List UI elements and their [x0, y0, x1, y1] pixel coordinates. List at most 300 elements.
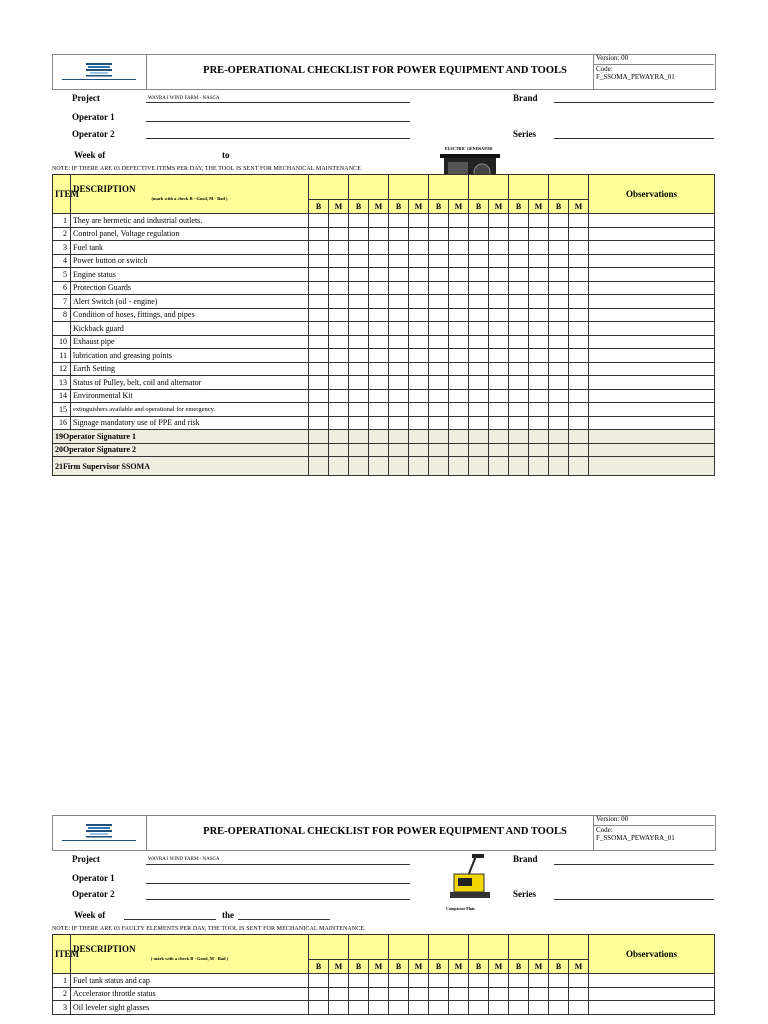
check-cell[interactable]	[309, 974, 329, 988]
check-cell[interactable]	[509, 362, 529, 376]
check-cell[interactable]	[489, 416, 509, 430]
check-cell[interactable]	[449, 322, 469, 336]
check-cell[interactable]	[509, 389, 529, 403]
check-cell[interactable]	[429, 403, 449, 417]
check-cell[interactable]	[449, 335, 469, 349]
check-cell[interactable]	[369, 335, 389, 349]
check-cell[interactable]	[349, 227, 369, 241]
check-cell[interactable]	[449, 214, 469, 228]
check-cell[interactable]	[469, 254, 489, 268]
check-cell[interactable]	[389, 254, 409, 268]
check-cell[interactable]	[329, 281, 349, 295]
check-cell[interactable]	[569, 281, 589, 295]
check-cell[interactable]	[349, 416, 369, 430]
check-cell[interactable]	[309, 281, 329, 295]
doc1-signature-row-2[interactable]	[53, 443, 715, 457]
check-cell[interactable]	[549, 349, 569, 363]
check-cell[interactable]	[509, 227, 529, 241]
check-cell[interactable]	[509, 376, 529, 390]
check-cell[interactable]	[549, 308, 569, 322]
check-cell[interactable]	[369, 974, 389, 988]
check-cell[interactable]	[309, 403, 329, 417]
check-cell[interactable]	[489, 362, 509, 376]
observation-cell[interactable]	[589, 214, 715, 228]
observation-cell[interactable]	[589, 322, 715, 336]
check-cell[interactable]	[469, 416, 489, 430]
check-cell[interactable]	[469, 987, 489, 1001]
check-cell[interactable]	[309, 335, 329, 349]
check-cell[interactable]	[449, 254, 469, 268]
check-cell[interactable]	[529, 403, 549, 417]
check-cell[interactable]	[329, 416, 349, 430]
check-cell[interactable]	[489, 308, 509, 322]
check-cell[interactable]	[389, 241, 409, 255]
check-cell[interactable]	[429, 214, 449, 228]
check-cell[interactable]	[389, 335, 409, 349]
check-cell[interactable]	[509, 241, 529, 255]
check-cell[interactable]	[569, 335, 589, 349]
check-cell[interactable]	[529, 214, 549, 228]
check-cell[interactable]	[569, 349, 589, 363]
check-cell[interactable]	[469, 268, 489, 282]
check-cell[interactable]	[489, 227, 509, 241]
check-cell[interactable]	[449, 974, 469, 988]
check-cell[interactable]	[469, 349, 489, 363]
check-cell[interactable]	[469, 376, 489, 390]
observation-cell[interactable]	[589, 349, 715, 363]
check-cell[interactable]	[329, 335, 349, 349]
check-cell[interactable]	[569, 416, 589, 430]
check-cell[interactable]	[489, 295, 509, 309]
check-cell[interactable]	[469, 241, 489, 255]
check-cell[interactable]	[349, 281, 369, 295]
check-cell[interactable]	[469, 227, 489, 241]
check-cell[interactable]	[329, 241, 349, 255]
check-cell[interactable]	[529, 362, 549, 376]
check-cell[interactable]	[529, 322, 549, 336]
observation-cell[interactable]	[589, 974, 715, 988]
check-cell[interactable]	[509, 416, 529, 430]
check-cell[interactable]	[449, 308, 469, 322]
check-cell[interactable]	[529, 335, 549, 349]
check-cell[interactable]	[429, 335, 449, 349]
check-cell[interactable]	[449, 362, 469, 376]
check-cell[interactable]	[349, 268, 369, 282]
check-cell[interactable]	[389, 362, 409, 376]
observation-cell[interactable]	[589, 403, 715, 417]
check-cell[interactable]	[329, 362, 349, 376]
check-cell[interactable]	[429, 376, 449, 390]
check-cell[interactable]	[529, 416, 549, 430]
check-cell[interactable]	[489, 281, 509, 295]
check-cell[interactable]	[369, 322, 389, 336]
check-cell[interactable]	[429, 1001, 449, 1015]
check-cell[interactable]	[329, 227, 349, 241]
check-cell[interactable]	[309, 349, 329, 363]
check-cell[interactable]	[469, 322, 489, 336]
check-cell[interactable]	[449, 1001, 469, 1015]
check-cell[interactable]	[509, 349, 529, 363]
check-cell[interactable]	[389, 349, 409, 363]
check-cell[interactable]	[549, 335, 569, 349]
check-cell[interactable]	[369, 403, 389, 417]
observation-cell[interactable]	[589, 987, 715, 1001]
check-cell[interactable]	[389, 987, 409, 1001]
doc1-operator2-line[interactable]	[146, 138, 410, 139]
check-cell[interactable]	[429, 974, 449, 988]
observation-cell[interactable]	[589, 335, 715, 349]
check-cell[interactable]	[369, 1001, 389, 1015]
check-cell[interactable]	[469, 1001, 489, 1015]
check-cell[interactable]	[329, 254, 349, 268]
check-cell[interactable]	[389, 403, 409, 417]
check-cell[interactable]	[309, 241, 329, 255]
check-cell[interactable]	[549, 254, 569, 268]
check-cell[interactable]	[409, 362, 429, 376]
check-cell[interactable]	[389, 322, 409, 336]
check-cell[interactable]	[449, 227, 469, 241]
check-cell[interactable]	[529, 295, 549, 309]
check-cell[interactable]	[409, 322, 429, 336]
check-cell[interactable]	[489, 335, 509, 349]
check-cell[interactable]	[409, 1001, 429, 1015]
check-cell[interactable]	[349, 987, 369, 1001]
check-cell[interactable]	[509, 268, 529, 282]
check-cell[interactable]	[309, 254, 329, 268]
check-cell[interactable]	[529, 268, 549, 282]
check-cell[interactable]	[549, 974, 569, 988]
observation-cell[interactable]	[589, 376, 715, 390]
check-cell[interactable]	[509, 295, 529, 309]
doc2-brand-line[interactable]	[554, 864, 714, 865]
check-cell[interactable]	[569, 376, 589, 390]
check-cell[interactable]	[569, 227, 589, 241]
check-cell[interactable]	[429, 241, 449, 255]
check-cell[interactable]	[449, 241, 469, 255]
check-cell[interactable]	[529, 227, 549, 241]
check-cell[interactable]	[449, 268, 469, 282]
check-cell[interactable]	[349, 295, 369, 309]
check-cell[interactable]	[569, 268, 589, 282]
check-cell[interactable]	[329, 308, 349, 322]
check-cell[interactable]	[409, 227, 429, 241]
check-cell[interactable]	[489, 987, 509, 1001]
check-cell[interactable]	[509, 403, 529, 417]
check-cell[interactable]	[449, 987, 469, 1001]
check-cell[interactable]	[529, 974, 549, 988]
check-cell[interactable]	[369, 281, 389, 295]
check-cell[interactable]	[549, 322, 569, 336]
observation-cell[interactable]	[589, 1001, 715, 1015]
observation-cell[interactable]	[589, 295, 715, 309]
check-cell[interactable]	[349, 322, 369, 336]
check-cell[interactable]	[469, 214, 489, 228]
check-cell[interactable]	[329, 349, 349, 363]
observation-cell[interactable]	[589, 227, 715, 241]
check-cell[interactable]	[349, 362, 369, 376]
check-cell[interactable]	[569, 987, 589, 1001]
check-cell[interactable]	[389, 268, 409, 282]
check-cell[interactable]	[529, 1001, 549, 1015]
check-cell[interactable]	[549, 1001, 569, 1015]
check-cell[interactable]	[409, 214, 429, 228]
check-cell[interactable]	[409, 308, 429, 322]
check-cell[interactable]	[309, 227, 329, 241]
check-cell[interactable]	[409, 349, 429, 363]
check-cell[interactable]	[469, 335, 489, 349]
check-cell[interactable]	[409, 281, 429, 295]
check-cell[interactable]	[549, 376, 569, 390]
check-cell[interactable]	[369, 362, 389, 376]
check-cell[interactable]	[489, 268, 509, 282]
check-cell[interactable]	[389, 281, 409, 295]
check-cell[interactable]	[389, 227, 409, 241]
check-cell[interactable]	[569, 254, 589, 268]
check-cell[interactable]	[329, 403, 349, 417]
check-cell[interactable]	[309, 308, 329, 322]
check-cell[interactable]	[449, 295, 469, 309]
check-cell[interactable]	[309, 416, 329, 430]
check-cell[interactable]	[329, 268, 349, 282]
check-cell[interactable]	[469, 389, 489, 403]
check-cell[interactable]	[389, 416, 409, 430]
check-cell[interactable]	[549, 281, 569, 295]
check-cell[interactable]	[529, 241, 549, 255]
doc2-week-from-line[interactable]	[124, 919, 216, 920]
check-cell[interactable]	[349, 308, 369, 322]
check-cell[interactable]	[509, 335, 529, 349]
check-cell[interactable]	[329, 214, 349, 228]
check-cell[interactable]	[489, 403, 509, 417]
check-cell[interactable]	[329, 987, 349, 1001]
observation-cell[interactable]	[589, 308, 715, 322]
check-cell[interactable]	[569, 974, 589, 988]
check-cell[interactable]	[429, 416, 449, 430]
check-cell[interactable]	[489, 214, 509, 228]
doc1-signature-row-3[interactable]	[53, 457, 715, 476]
check-cell[interactable]	[489, 376, 509, 390]
check-cell[interactable]	[429, 281, 449, 295]
check-cell[interactable]	[409, 376, 429, 390]
observation-cell[interactable]	[589, 268, 715, 282]
check-cell[interactable]	[529, 254, 549, 268]
check-cell[interactable]	[569, 389, 589, 403]
check-cell[interactable]	[409, 295, 429, 309]
observation-cell[interactable]	[589, 281, 715, 295]
doc1-operator1-line[interactable]	[146, 121, 410, 122]
check-cell[interactable]	[429, 362, 449, 376]
check-cell[interactable]	[369, 308, 389, 322]
check-cell[interactable]	[509, 281, 529, 295]
check-cell[interactable]	[549, 403, 569, 417]
check-cell[interactable]	[549, 987, 569, 1001]
check-cell[interactable]	[409, 416, 429, 430]
check-cell[interactable]	[349, 349, 369, 363]
check-cell[interactable]	[489, 1001, 509, 1015]
check-cell[interactable]	[309, 987, 329, 1001]
check-cell[interactable]	[469, 403, 489, 417]
check-cell[interactable]	[329, 322, 349, 336]
check-cell[interactable]	[569, 241, 589, 255]
check-cell[interactable]	[569, 308, 589, 322]
check-cell[interactable]	[409, 389, 429, 403]
check-cell[interactable]	[309, 376, 329, 390]
check-cell[interactable]	[369, 349, 389, 363]
check-cell[interactable]	[549, 241, 569, 255]
doc1-series-line[interactable]	[554, 138, 714, 139]
doc2-operator1-line[interactable]	[146, 883, 410, 884]
check-cell[interactable]	[349, 335, 369, 349]
check-cell[interactable]	[329, 389, 349, 403]
doc1-brand-line[interactable]	[554, 102, 714, 103]
check-cell[interactable]	[369, 987, 389, 1001]
check-cell[interactable]	[429, 987, 449, 1001]
observation-cell[interactable]	[589, 389, 715, 403]
check-cell[interactable]	[349, 241, 369, 255]
check-cell[interactable]	[429, 349, 449, 363]
check-cell[interactable]	[509, 1001, 529, 1015]
observation-cell[interactable]	[589, 241, 715, 255]
check-cell[interactable]	[549, 389, 569, 403]
check-cell[interactable]	[349, 214, 369, 228]
check-cell[interactable]	[409, 403, 429, 417]
check-cell[interactable]	[529, 281, 549, 295]
check-cell[interactable]	[449, 349, 469, 363]
check-cell[interactable]	[489, 322, 509, 336]
check-cell[interactable]	[509, 254, 529, 268]
check-cell[interactable]	[309, 295, 329, 309]
check-cell[interactable]	[509, 987, 529, 1001]
doc1-project-line[interactable]	[146, 102, 410, 103]
check-cell[interactable]	[469, 362, 489, 376]
check-cell[interactable]	[529, 987, 549, 1001]
check-cell[interactable]	[369, 241, 389, 255]
check-cell[interactable]	[509, 322, 529, 336]
check-cell[interactable]	[489, 974, 509, 988]
check-cell[interactable]	[429, 227, 449, 241]
check-cell[interactable]	[409, 974, 429, 988]
check-cell[interactable]	[529, 308, 549, 322]
check-cell[interactable]	[329, 376, 349, 390]
check-cell[interactable]	[409, 268, 429, 282]
check-cell[interactable]	[349, 403, 369, 417]
check-cell[interactable]	[429, 322, 449, 336]
check-cell[interactable]	[349, 1001, 369, 1015]
check-cell[interactable]	[409, 987, 429, 1001]
observation-cell[interactable]	[589, 254, 715, 268]
check-cell[interactable]	[549, 295, 569, 309]
check-cell[interactable]	[389, 214, 409, 228]
check-cell[interactable]	[429, 295, 449, 309]
check-cell[interactable]	[569, 362, 589, 376]
check-cell[interactable]	[389, 389, 409, 403]
check-cell[interactable]	[449, 389, 469, 403]
check-cell[interactable]	[469, 308, 489, 322]
doc2-project-line[interactable]	[146, 864, 410, 865]
observation-cell[interactable]	[589, 416, 715, 430]
check-cell[interactable]	[449, 376, 469, 390]
check-cell[interactable]	[469, 281, 489, 295]
doc2-series-line[interactable]	[554, 899, 714, 900]
check-cell[interactable]	[429, 254, 449, 268]
check-cell[interactable]	[409, 254, 429, 268]
check-cell[interactable]	[569, 403, 589, 417]
check-cell[interactable]	[489, 254, 509, 268]
check-cell[interactable]	[489, 389, 509, 403]
check-cell[interactable]	[369, 416, 389, 430]
check-cell[interactable]	[489, 241, 509, 255]
check-cell[interactable]	[309, 214, 329, 228]
check-cell[interactable]	[469, 295, 489, 309]
check-cell[interactable]	[409, 335, 429, 349]
check-cell[interactable]	[569, 295, 589, 309]
check-cell[interactable]	[529, 349, 549, 363]
check-cell[interactable]	[529, 376, 549, 390]
check-cell[interactable]	[329, 295, 349, 309]
check-cell[interactable]	[369, 376, 389, 390]
check-cell[interactable]	[349, 389, 369, 403]
check-cell[interactable]	[569, 214, 589, 228]
check-cell[interactable]	[329, 974, 349, 988]
check-cell[interactable]	[529, 389, 549, 403]
check-cell[interactable]	[469, 974, 489, 988]
check-cell[interactable]	[549, 416, 569, 430]
check-cell[interactable]	[369, 227, 389, 241]
check-cell[interactable]	[509, 308, 529, 322]
check-cell[interactable]	[509, 974, 529, 988]
check-cell[interactable]	[389, 1001, 409, 1015]
doc2-operator2-line[interactable]	[146, 899, 410, 900]
check-cell[interactable]	[309, 1001, 329, 1015]
check-cell[interactable]	[349, 376, 369, 390]
doc2-week-to-line[interactable]	[238, 919, 330, 920]
check-cell[interactable]	[329, 1001, 349, 1015]
check-cell[interactable]	[449, 281, 469, 295]
check-cell[interactable]	[369, 214, 389, 228]
check-cell[interactable]	[429, 268, 449, 282]
check-cell[interactable]	[349, 974, 369, 988]
check-cell[interactable]	[389, 308, 409, 322]
check-cell[interactable]	[389, 376, 409, 390]
check-cell[interactable]	[369, 389, 389, 403]
check-cell[interactable]	[309, 389, 329, 403]
check-cell[interactable]	[449, 403, 469, 417]
check-cell[interactable]	[369, 295, 389, 309]
check-cell[interactable]	[509, 214, 529, 228]
check-cell[interactable]	[549, 227, 569, 241]
check-cell[interactable]	[549, 362, 569, 376]
check-cell[interactable]	[549, 268, 569, 282]
observation-cell[interactable]	[589, 362, 715, 376]
check-cell[interactable]	[369, 268, 389, 282]
check-cell[interactable]	[489, 349, 509, 363]
check-cell[interactable]	[449, 416, 469, 430]
doc1-signature-row-1[interactable]	[53, 430, 715, 444]
check-cell[interactable]	[549, 214, 569, 228]
check-cell[interactable]	[569, 1001, 589, 1015]
check-cell[interactable]	[429, 308, 449, 322]
check-cell[interactable]	[389, 974, 409, 988]
check-cell[interactable]	[409, 241, 429, 255]
check-cell[interactable]	[389, 295, 409, 309]
check-cell[interactable]	[309, 362, 329, 376]
check-cell[interactable]	[369, 254, 389, 268]
check-cell[interactable]	[429, 389, 449, 403]
check-cell[interactable]	[349, 254, 369, 268]
check-cell[interactable]	[309, 268, 329, 282]
check-cell[interactable]	[309, 322, 329, 336]
check-cell[interactable]	[569, 322, 589, 336]
